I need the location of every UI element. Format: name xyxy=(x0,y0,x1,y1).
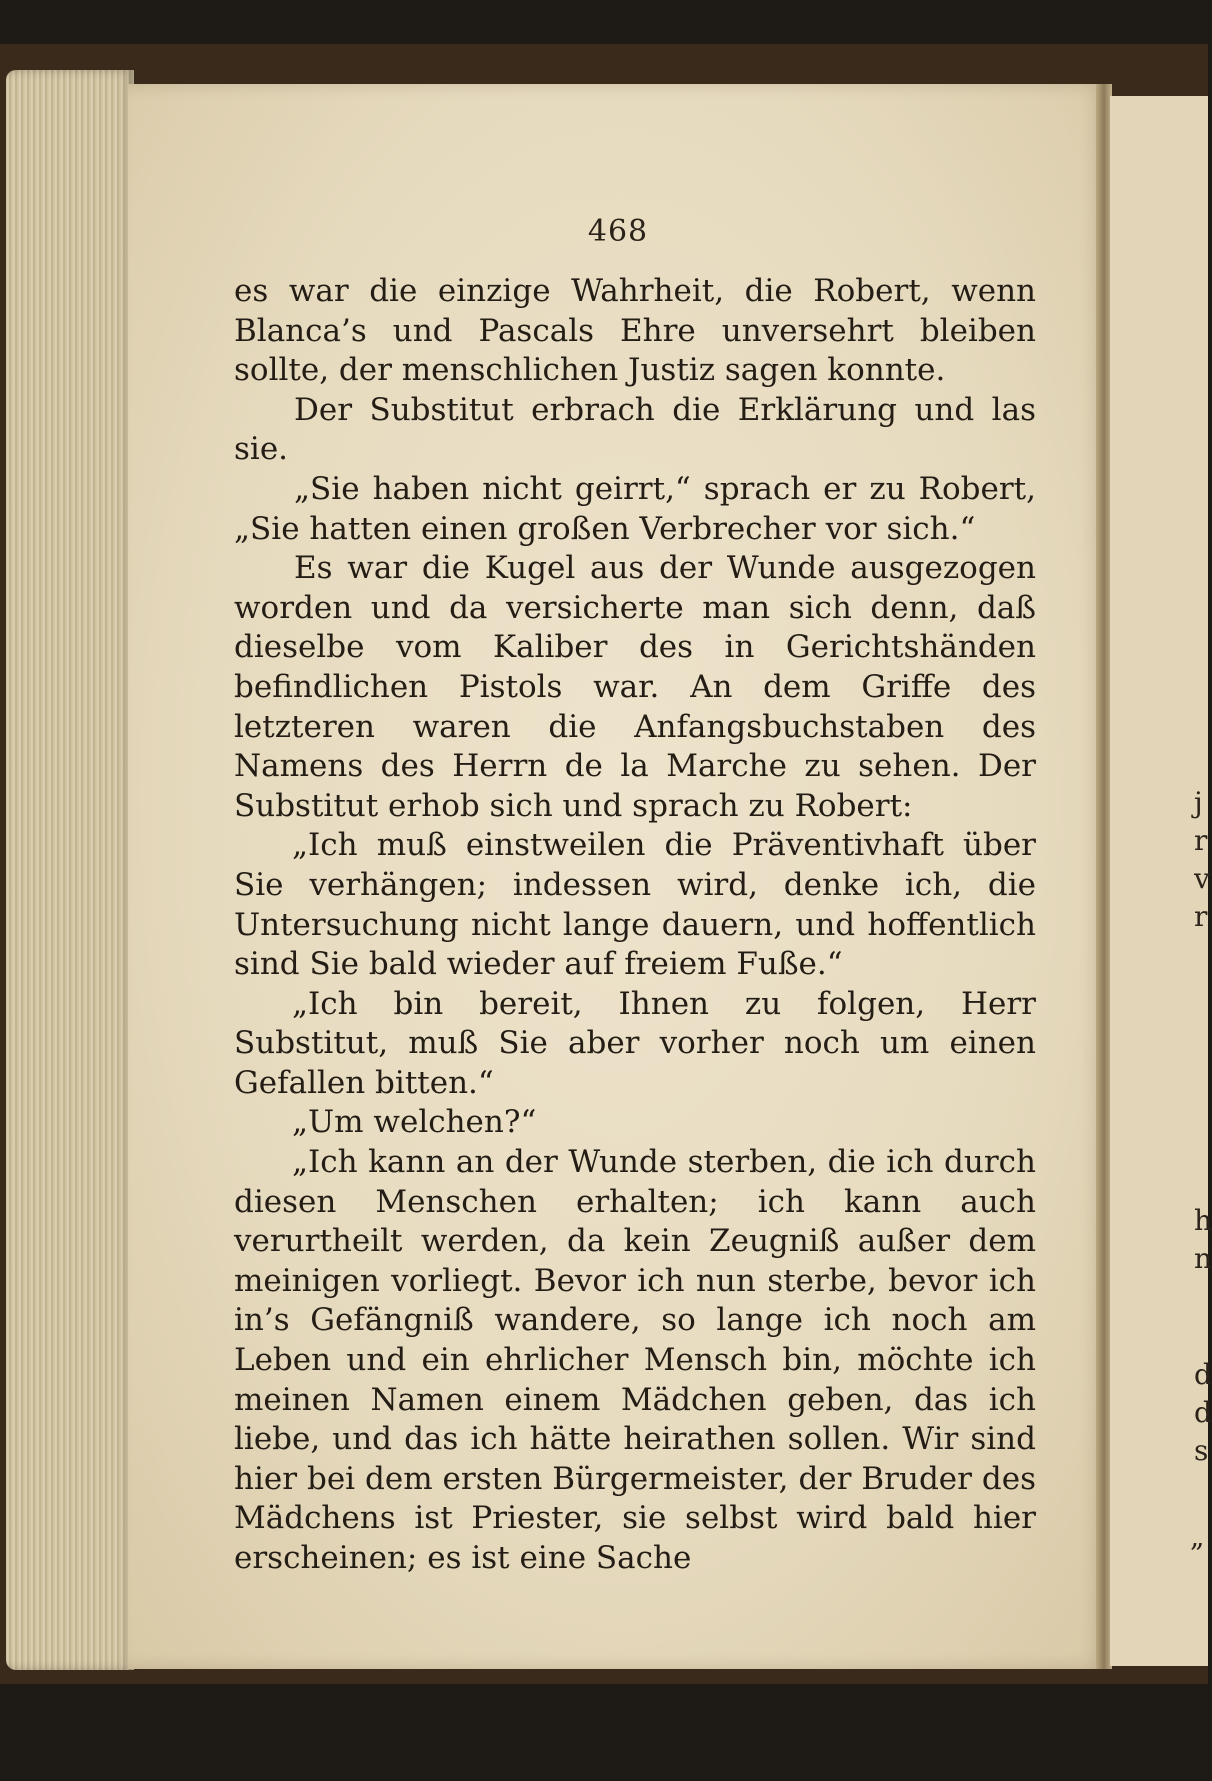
right-fragment: r xyxy=(1194,900,1208,933)
paragraph-4: Es war die Kugel aus der Wunde ausgezogen worden und da versicherte man sich denn, daß dieselbe vom Kaliber des in Gerichtshänden befindlichen Pistols war. An dem Griffe des letzteren waren die Anfangsbuchstaben des Namens des Herrn de la Marche zu sehen. Der Substitut erhob sich und sprach zu Robert: xyxy=(234,550,1036,824)
right-fragment: d xyxy=(1194,1396,1212,1429)
paragraph-5: „Ich muß einstweilen die Präventivhaft über Sie verhängen; indessen wird, denke ich, die Untersuchung nicht lange dauern, und hoffentlich sind Sie bald wieder auf freiem Fuße.“ xyxy=(234,827,1036,983)
right-page-edge xyxy=(1110,96,1212,1666)
paragraph-6: „Ich bin bereit, Ihnen zu folgen, Herr Substitut, muß Sie aber vorher noch um einen Gefallen bitten.“ xyxy=(234,985,1036,1101)
right-fragment: h xyxy=(1194,1204,1212,1237)
right-fragment: d xyxy=(1194,1358,1212,1391)
body-text xyxy=(234,272,1036,1579)
right-fragment: „ xyxy=(1190,1520,1205,1553)
page-number: 468 xyxy=(587,214,649,249)
right-fragment: r xyxy=(1194,824,1208,857)
book-spread xyxy=(0,44,1212,1684)
left-page xyxy=(128,84,1108,1669)
paragraph-3: „Sie haben nicht geirrt,“ sprach er zu Robert, „Sie hatten einen großen Verbrecher vor sich.“ xyxy=(234,470,1036,547)
right-fragment: v xyxy=(1194,862,1210,895)
right-fragment: j xyxy=(1194,786,1203,819)
right-fragment: n xyxy=(1194,1242,1212,1275)
paragraph-2: Der Substitut erbrach die Erklärung und las sie. xyxy=(234,391,1036,468)
right-fragment: s xyxy=(1194,1434,1209,1467)
page-edges xyxy=(6,70,134,1670)
paragraph-1: es war die einzige Wahrheit, die Robert, wenn Blanca’s und Pascals Ehre unversehrt bleiben sollte, der menschlichen Justiz sagen konnte. xyxy=(234,273,1036,389)
paragraph-7: „Um welchen?“ xyxy=(292,1104,537,1141)
paragraph-8: „Ich kann an der Wunde sterben, die ich durch diesen Menschen erhalten; ich kann auch verurtheilt werden, da kein Zeugniß außer dem meinigen vorliegt. Bevor ich nun sterbe, bevor ich in’s Gefängniß wandere, so lange ich noch am Leben und ein ehrlicher Mensch bin, möchte ich meinen Namen einem Mädchen geben, das ich liebe, und das ich hätte heirathen sollen. Wir sind hier bei dem ersten Bürgermeister, der Bruder des Mädchens ist Priester, sie selbst wird bald hier erscheinen; es ist eine Sache xyxy=(234,1144,1036,1576)
